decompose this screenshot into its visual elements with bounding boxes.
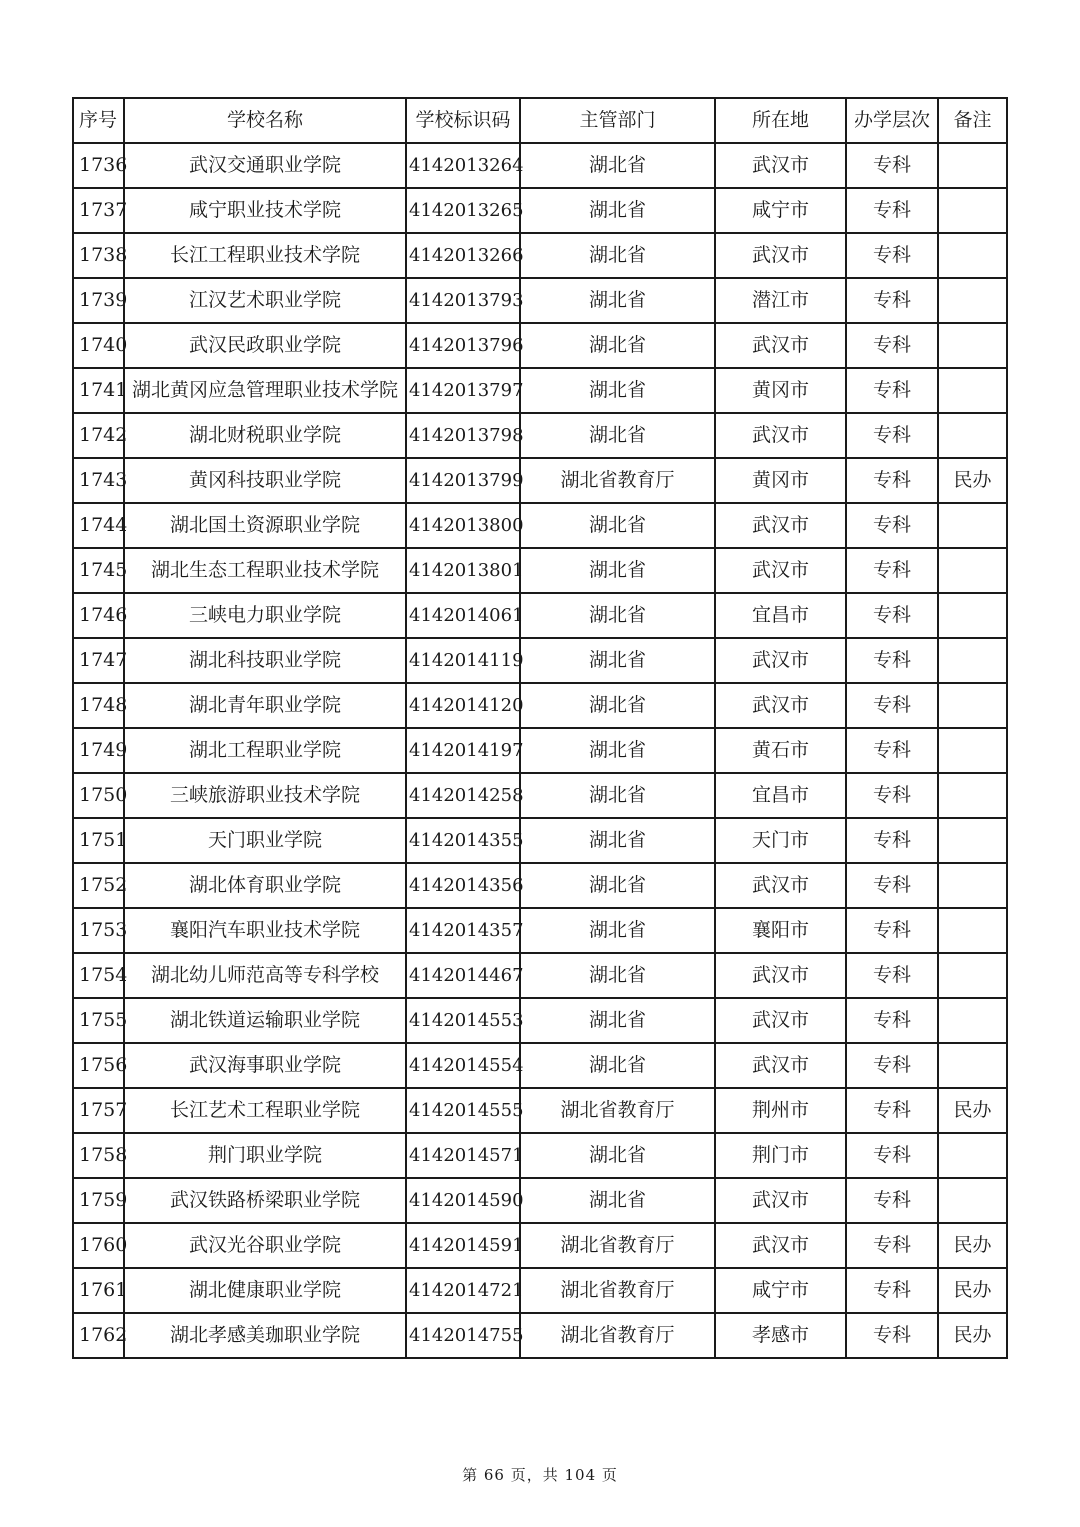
cell-location: 荆州市: [715, 1088, 846, 1133]
cell-school-name: 武汉交通职业学院: [124, 143, 406, 188]
cell-department: 湖北省教育厅: [520, 1088, 715, 1133]
table-row: [73, 1043, 1007, 1088]
cell-location: 武汉市: [715, 683, 846, 728]
cell-location: 宜昌市: [715, 593, 846, 638]
cell-school-name: 三峡电力职业学院: [124, 593, 406, 638]
cell-location: 武汉市: [715, 1178, 846, 1223]
table-row: [73, 863, 1007, 908]
cell-school-name: 湖北铁道运输职业学院: [124, 998, 406, 1043]
table-row: [73, 548, 1007, 593]
cell-school-name: 湖北工程职业学院: [124, 728, 406, 773]
cell-school-code: 4142014590: [406, 1178, 520, 1223]
cell-school-name: 湖北幼儿师范高等专科学校: [124, 953, 406, 998]
cell-seq: 1744: [73, 503, 124, 548]
cell-level: 专科: [846, 323, 938, 368]
cell-school-code: 4142013800: [406, 503, 520, 548]
cell-department: 湖北省: [520, 818, 715, 863]
cell-remarks: [938, 1133, 1007, 1178]
cell-school-code: 4142013793: [406, 278, 520, 323]
cell-remarks: [938, 1178, 1007, 1223]
cell-department: 湖北省: [520, 683, 715, 728]
cell-seq: 1762: [73, 1313, 124, 1358]
cell-level: 专科: [846, 728, 938, 773]
cell-seq: 1750: [73, 773, 124, 818]
cell-school-name: 湖北科技职业学院: [124, 638, 406, 683]
cell-remarks: [938, 638, 1007, 683]
header-remarks: 备注: [938, 98, 1007, 143]
table-row: [73, 773, 1007, 818]
cell-school-code: 4142013799: [406, 458, 520, 503]
table-row: [73, 728, 1007, 773]
cell-location: 武汉市: [715, 323, 846, 368]
cell-school-code: 4142014467: [406, 953, 520, 998]
cell-department: 湖北省: [520, 1043, 715, 1088]
cell-school-code: 4142014555: [406, 1088, 520, 1133]
header-location: 所在地: [715, 98, 846, 143]
cell-remarks: 民办: [938, 1223, 1007, 1268]
cell-department: 湖北省: [520, 593, 715, 638]
cell-school-name: 湖北健康职业学院: [124, 1268, 406, 1313]
cell-location: 孝感市: [715, 1313, 846, 1358]
cell-location: 宜昌市: [715, 773, 846, 818]
cell-remarks: [938, 593, 1007, 638]
cell-location: 武汉市: [715, 998, 846, 1043]
cell-remarks: [938, 863, 1007, 908]
cell-school-name: 荆门职业学院: [124, 1133, 406, 1178]
cell-department: 湖北省: [520, 1178, 715, 1223]
cell-school-name: 长江艺术工程职业学院: [124, 1088, 406, 1133]
table-row: [73, 413, 1007, 458]
cell-seq: 1757: [73, 1088, 124, 1133]
cell-school-code: 4142014755: [406, 1313, 520, 1358]
cell-seq: 1751: [73, 818, 124, 863]
table-header-row: [73, 98, 1007, 143]
table-row: [73, 953, 1007, 998]
cell-seq: 1756: [73, 1043, 124, 1088]
table-row: [73, 503, 1007, 548]
cell-remarks: 民办: [938, 1268, 1007, 1313]
cell-level: 专科: [846, 458, 938, 503]
cell-school-name: 江汉艺术职业学院: [124, 278, 406, 323]
cell-remarks: [938, 773, 1007, 818]
cell-remarks: [938, 368, 1007, 413]
cell-department: 湖北省: [520, 773, 715, 818]
cell-level: 专科: [846, 908, 938, 953]
cell-school-code: 4142013801: [406, 548, 520, 593]
header-level: 办学层次: [846, 98, 938, 143]
cell-school-name: 武汉民政职业学院: [124, 323, 406, 368]
cell-school-name: 三峡旅游职业技术学院: [124, 773, 406, 818]
cell-seq: 1746: [73, 593, 124, 638]
cell-school-code: 4142014197: [406, 728, 520, 773]
cell-remarks: [938, 413, 1007, 458]
cell-school-name: 湖北体育职业学院: [124, 863, 406, 908]
cell-level: 专科: [846, 1088, 938, 1133]
cell-location: 武汉市: [715, 233, 846, 278]
cell-seq: 1736: [73, 143, 124, 188]
cell-department: 湖北省: [520, 233, 715, 278]
cell-remarks: [938, 818, 1007, 863]
cell-school-code: 4142014356: [406, 863, 520, 908]
cell-seq: 1743: [73, 458, 124, 503]
cell-department: 湖北省: [520, 1133, 715, 1178]
cell-seq: 1755: [73, 998, 124, 1043]
cell-level: 专科: [846, 143, 938, 188]
cell-location: 黄石市: [715, 728, 846, 773]
cell-school-name: 湖北生态工程职业技术学院: [124, 548, 406, 593]
cell-school-code: 4142014591: [406, 1223, 520, 1268]
cell-level: 专科: [846, 638, 938, 683]
table-row: [73, 1313, 1007, 1358]
cell-location: 潜江市: [715, 278, 846, 323]
cell-level: 专科: [846, 278, 938, 323]
cell-remarks: 民办: [938, 1088, 1007, 1133]
cell-seq: 1739: [73, 278, 124, 323]
header-seq: 序号: [73, 98, 124, 143]
table-row: [73, 368, 1007, 413]
cell-department: 湖北省: [520, 863, 715, 908]
cell-seq: 1741: [73, 368, 124, 413]
cell-department: 湖北省: [520, 143, 715, 188]
table-row: [73, 998, 1007, 1043]
cell-school-name: 黄冈科技职业学院: [124, 458, 406, 503]
cell-school-name: 武汉铁路桥梁职业学院: [124, 1178, 406, 1223]
table-row: [73, 233, 1007, 278]
header-school-code: 学校标识码: [406, 98, 520, 143]
cell-school-name: 湖北国土资源职业学院: [124, 503, 406, 548]
school-list-table: [72, 97, 1008, 1359]
cell-location: 武汉市: [715, 143, 846, 188]
cell-location: 武汉市: [715, 413, 846, 458]
table-row: [73, 1178, 1007, 1223]
cell-remarks: [938, 503, 1007, 548]
cell-department: 湖北省教育厅: [520, 1313, 715, 1358]
cell-level: 专科: [846, 953, 938, 998]
header-department: 主管部门: [520, 98, 715, 143]
cell-remarks: [938, 188, 1007, 233]
cell-location: 襄阳市: [715, 908, 846, 953]
cell-department: 湖北省: [520, 323, 715, 368]
cell-location: 黄冈市: [715, 368, 846, 413]
cell-level: 专科: [846, 233, 938, 278]
cell-location: 武汉市: [715, 863, 846, 908]
cell-seq: 1747: [73, 638, 124, 683]
cell-school-code: 4142013266: [406, 233, 520, 278]
cell-school-code: 4142014554: [406, 1043, 520, 1088]
table-row: [73, 188, 1007, 233]
cell-department: 湖北省: [520, 548, 715, 593]
cell-seq: 1748: [73, 683, 124, 728]
table-row: [73, 1133, 1007, 1178]
cell-department: 湖北省: [520, 638, 715, 683]
cell-school-name: 天门职业学院: [124, 818, 406, 863]
cell-level: 专科: [846, 548, 938, 593]
cell-remarks: [938, 1043, 1007, 1088]
cell-location: 咸宁市: [715, 188, 846, 233]
table-row: [73, 593, 1007, 638]
cell-seq: 1745: [73, 548, 124, 593]
table-row: [73, 1223, 1007, 1268]
cell-seq: 1753: [73, 908, 124, 953]
cell-remarks: [938, 323, 1007, 368]
table-body: [73, 143, 1007, 1358]
cell-level: 专科: [846, 818, 938, 863]
cell-level: 专科: [846, 503, 938, 548]
cell-department: 湖北省: [520, 278, 715, 323]
cell-school-name: 武汉海事职业学院: [124, 1043, 406, 1088]
cell-level: 专科: [846, 1268, 938, 1313]
cell-school-code: 4142014119: [406, 638, 520, 683]
cell-school-code: 4142013797: [406, 368, 520, 413]
cell-seq: 1742: [73, 413, 124, 458]
table-row: [73, 683, 1007, 728]
cell-location: 武汉市: [715, 953, 846, 998]
cell-school-code: 4142014357: [406, 908, 520, 953]
cell-school-name: 湖北青年职业学院: [124, 683, 406, 728]
page-footer: 第 66 页，共 104 页: [462, 1466, 618, 1484]
header-school-name: 学校名称: [124, 98, 406, 143]
cell-school-code: 4142014355: [406, 818, 520, 863]
table-row: [73, 278, 1007, 323]
table-row: [73, 323, 1007, 368]
cell-department: 湖北省教育厅: [520, 1223, 715, 1268]
cell-school-code: 4142014120: [406, 683, 520, 728]
table-row: [73, 818, 1007, 863]
cell-seq: 1758: [73, 1133, 124, 1178]
cell-level: 专科: [846, 188, 938, 233]
cell-department: 湖北省: [520, 998, 715, 1043]
cell-level: 专科: [846, 593, 938, 638]
cell-department: 湖北省: [520, 953, 715, 998]
cell-remarks: [938, 278, 1007, 323]
cell-school-code: 4142014553: [406, 998, 520, 1043]
table-row: [73, 908, 1007, 953]
cell-location: 天门市: [715, 818, 846, 863]
cell-school-code: 4142014061: [406, 593, 520, 638]
cell-department: 湖北省: [520, 368, 715, 413]
cell-remarks: [938, 548, 1007, 593]
cell-seq: 1738: [73, 233, 124, 278]
cell-location: 武汉市: [715, 638, 846, 683]
cell-seq: 1759: [73, 1178, 124, 1223]
cell-remarks: [938, 908, 1007, 953]
cell-school-code: 4142013264: [406, 143, 520, 188]
cell-school-code: 4142013796: [406, 323, 520, 368]
cell-remarks: [938, 953, 1007, 998]
cell-remarks: 民办: [938, 458, 1007, 503]
cell-department: 湖北省: [520, 413, 715, 458]
cell-level: 专科: [846, 413, 938, 458]
cell-school-name: 武汉光谷职业学院: [124, 1223, 406, 1268]
cell-level: 专科: [846, 368, 938, 413]
cell-school-name: 咸宁职业技术学院: [124, 188, 406, 233]
cell-location: 武汉市: [715, 548, 846, 593]
cell-remarks: [938, 998, 1007, 1043]
cell-remarks: [938, 728, 1007, 773]
cell-seq: 1749: [73, 728, 124, 773]
cell-location: 咸宁市: [715, 1268, 846, 1313]
cell-department: 湖北省教育厅: [520, 1268, 715, 1313]
cell-department: 湖北省: [520, 908, 715, 953]
cell-department: 湖北省: [520, 728, 715, 773]
cell-department: 湖北省教育厅: [520, 458, 715, 503]
cell-seq: 1740: [73, 323, 124, 368]
cell-location: 武汉市: [715, 1043, 846, 1088]
cell-seq: 1754: [73, 953, 124, 998]
cell-level: 专科: [846, 998, 938, 1043]
cell-level: 专科: [846, 1043, 938, 1088]
cell-remarks: [938, 683, 1007, 728]
cell-location: 武汉市: [715, 1223, 846, 1268]
cell-remarks: [938, 143, 1007, 188]
cell-level: 专科: [846, 1313, 938, 1358]
cell-school-code: 4142014258: [406, 773, 520, 818]
cell-level: 专科: [846, 863, 938, 908]
cell-location: 武汉市: [715, 503, 846, 548]
cell-level: 专科: [846, 683, 938, 728]
cell-location: 黄冈市: [715, 458, 846, 503]
cell-school-code: 4142013798: [406, 413, 520, 458]
cell-school-code: 4142014721: [406, 1268, 520, 1313]
cell-school-name: 长江工程职业技术学院: [124, 233, 406, 278]
cell-level: 专科: [846, 1178, 938, 1223]
cell-school-name: 湖北孝感美珈职业学院: [124, 1313, 406, 1358]
cell-school-name: 湖北黄冈应急管理职业技术学院: [124, 368, 406, 413]
cell-seq: 1752: [73, 863, 124, 908]
cell-seq: 1737: [73, 188, 124, 233]
cell-school-name: 湖北财税职业学院: [124, 413, 406, 458]
cell-seq: 1761: [73, 1268, 124, 1313]
cell-level: 专科: [846, 773, 938, 818]
cell-department: 湖北省: [520, 188, 715, 233]
cell-remarks: [938, 233, 1007, 278]
cell-school-code: 4142013265: [406, 188, 520, 233]
cell-level: 专科: [846, 1223, 938, 1268]
cell-department: 湖北省: [520, 503, 715, 548]
table-row: [73, 1088, 1007, 1133]
cell-level: 专科: [846, 1133, 938, 1178]
cell-school-name: 襄阳汽车职业技术学院: [124, 908, 406, 953]
cell-school-code: 4142014571: [406, 1133, 520, 1178]
table-row: [73, 458, 1007, 503]
table-row: [73, 638, 1007, 683]
table-row: [73, 143, 1007, 188]
cell-remarks: 民办: [938, 1313, 1007, 1358]
cell-location: 荆门市: [715, 1133, 846, 1178]
cell-seq: 1760: [73, 1223, 124, 1268]
table-row: [73, 1268, 1007, 1313]
